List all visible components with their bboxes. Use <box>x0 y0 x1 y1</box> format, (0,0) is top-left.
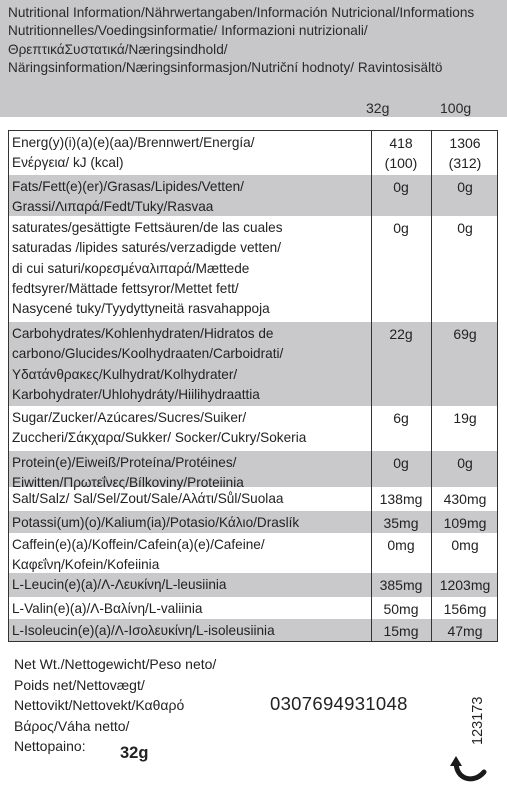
row-label: saturates/gesättigte Fettsäuren/de las cuales saturadas /lipides saturés/verzadigde vetten/ di cui saturi/κορεσμέναλιπαρά/Mættede fedtsyrer/Mättade fettsyror/Mettet fett/ Nasycené tuky/Tyydyttyneitä rasvahappoja <box>12 220 283 317</box>
table-row-valine <box>9 597 497 619</box>
row-label: L-Isoleucin(e)(a)/Λ-Ισολευκίνη/L-isoleusiinia <box>12 623 275 638</box>
table-row-saturates <box>9 216 497 322</box>
row-label: Salt/Salz/ Sal/Sel/Zout/Sale/Αλάτι/Sůl/Suolaa <box>12 491 284 506</box>
row-value-serving: 22g <box>389 326 413 342</box>
row-value-serving: 0g <box>393 179 409 195</box>
table-row-carbohydrates <box>9 322 497 406</box>
row-value-serving: 138mg <box>379 491 423 507</box>
row-value-serving: 0mg <box>387 537 415 553</box>
table-row-isoleucine <box>9 619 497 641</box>
row-label: Potassi(um)(o)/Kalium(ia)/Potasio/Κάλιο/Draslík <box>12 515 300 530</box>
header-band <box>0 0 507 117</box>
row-label: Caffein(e)(a)/Koffein/Cafein(a)(e)/Cafeine/ Καφεΐνη/Kofein/Kofeiinia <box>12 537 265 573</box>
header-title: Nutritional Information/Nährwertangaben/Información Nutricional/Informations Nutritionnelles/Voedingsinformatie/ Informazioni nutrizionali/ΘρεπτικάΣυστατικά/Næringsindhold/ Näringsinformation/Næringsinformasjon/Nutriční hodnoty/ Ravintosisältö <box>8 5 475 76</box>
column-head-100g: 100g <box>440 100 472 116</box>
table-row-leucine <box>9 573 497 597</box>
row-value-100g: 109mg <box>443 515 487 531</box>
row-value-serving: 15mg <box>383 623 419 639</box>
column-divider <box>371 131 372 641</box>
table-row-potassium <box>9 511 497 533</box>
row-value-100g: 19g <box>453 410 477 426</box>
row-value-100g: 1306 (312) <box>448 135 482 172</box>
row-label: Carbohydrates/Kohlenhydraten/Hidratos de carbono/Glucides/Koolhydraaten/Carboidrati/ Υδατάνθρακες/Kulhydrat/Kolhydrater/ Karbohydrater/Uhlohydráty/Hiilihydraattia <box>12 326 284 402</box>
row-value-100g: 0mg <box>451 537 479 553</box>
table-row-sugar <box>9 406 497 451</box>
nutrition-table <box>8 130 498 642</box>
row-label: L-Valin(e)(a)/Λ-Βαλίνη/L-valiinia <box>12 601 203 616</box>
row-value-serving: 6g <box>393 410 409 426</box>
row-label: Sugar/Zucker/Azúcares/Sucres/Suiker/ Zuccheri/Σάκχαρα/Sukker/ Socker/Cukry/Sokeria <box>12 410 307 446</box>
row-value-100g: 1203mg <box>439 577 491 593</box>
row-label: Energ(y)(i)(a)(e)(aa)/Brennwert/Energía/ Ενέργεια/ kJ (kcal) <box>12 135 255 171</box>
net-weight-label: Net Wt./Nettogewicht/Peso neto/ Poids net/Nettovægt/ Nettovikt/Nettovekt/Καθαρό Βάρος/Váha netto/ Nettopaino: <box>14 656 217 754</box>
table-row-fats <box>9 175 497 216</box>
lot-number: 123173 <box>470 696 486 745</box>
table-row-protein <box>9 451 497 491</box>
row-value-serving: 50mg <box>383 601 419 617</box>
column-divider <box>431 131 432 641</box>
row-label: Fats/Fett(e)(er)/Grasas/Lipides/Vetten/ Grassi/Λιπαρά/Fedt/Tuky/Rasvaa <box>12 179 244 215</box>
row-value-serving: 385mg <box>379 577 423 593</box>
row-label: Protein(e)/Eiweiß/Proteína/Protéines/ Eiwitten/Πρωτεΐνες/Bílkoviny/Proteiinia <box>12 455 244 491</box>
row-value-100g: 69g <box>453 326 477 342</box>
table-row-caffeine <box>9 533 497 573</box>
row-value-serving: 418 (100) <box>384 135 418 172</box>
table-row-salt <box>9 487 497 511</box>
row-value-100g: 430mg <box>443 491 487 507</box>
table-row-energy <box>9 131 497 175</box>
net-weight-value: 32g <box>120 744 149 762</box>
row-value-100g: 47mg <box>447 623 483 639</box>
row-value-100g: 0g <box>457 220 473 236</box>
curved-arrow-icon <box>450 754 490 788</box>
row-value-serving: 0g <box>393 220 409 236</box>
barcode-number: 0307694931048 <box>270 693 408 714</box>
row-value-serving: 35mg <box>383 515 419 531</box>
row-value-100g: 0g <box>457 179 473 195</box>
row-label: L-Leucin(e)(a)/Λ-Λευκίνη/L-leusiinia <box>12 577 227 592</box>
row-value-100g: 0g <box>457 455 473 471</box>
column-head-serving: 32g <box>366 100 390 116</box>
row-value-serving: 0g <box>393 455 409 471</box>
row-value-100g: 156mg <box>443 601 487 617</box>
